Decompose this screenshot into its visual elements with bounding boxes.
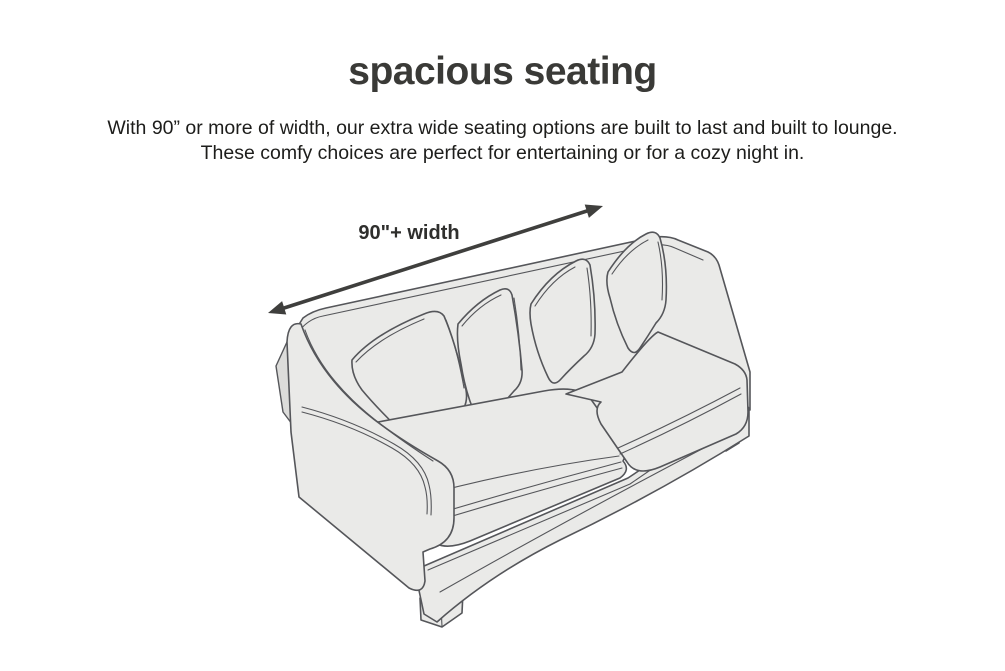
page-title: spacious seating	[348, 50, 657, 93]
arrow-right-head-icon	[585, 205, 603, 218]
subtitle-line-2: These comfy choices are perfect for entertaining or for a cozy night in.	[200, 142, 805, 164]
sofa-illustration	[276, 232, 750, 627]
arrow-left-head-icon	[268, 301, 286, 314]
subtitle-line-1: With 90” or more of width, our extra wide seating options are built to last and built to lounge.	[107, 117, 898, 139]
dimension-label: 90"+ width	[358, 222, 460, 244]
